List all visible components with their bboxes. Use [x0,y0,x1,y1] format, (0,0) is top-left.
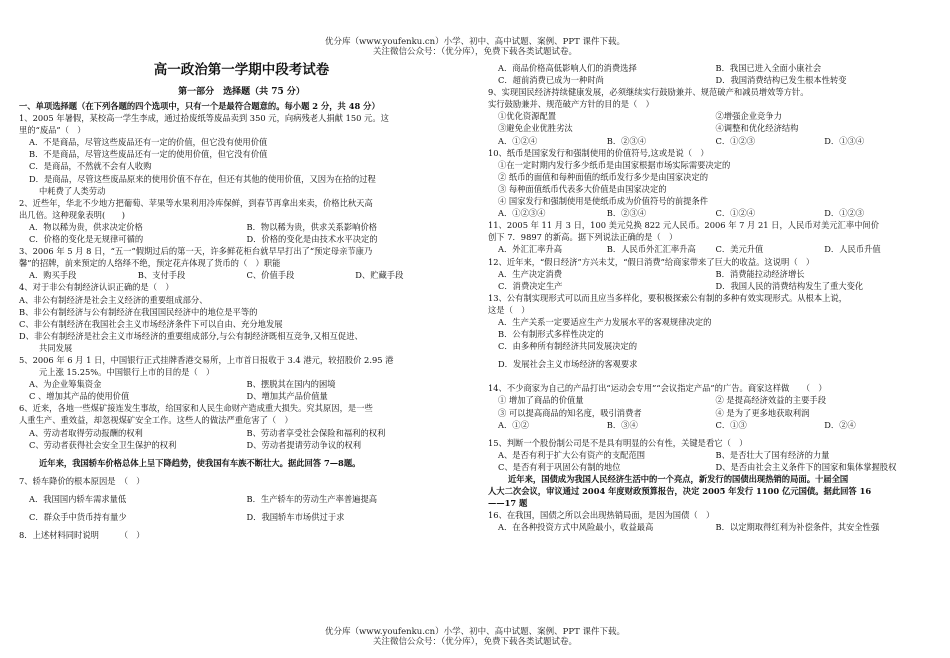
q14-option-c: C．①③ [715,419,747,430]
q1-option-a: A．不是商品，尽管这些废品还有一定的价值，但它没有使用价值 [29,137,268,148]
q7-option-d: D．我国轿车市场供过于求 [246,512,345,522]
q6-option-b: B、劳动者享受社会保险和福利的权利 [246,427,386,438]
q9-statement-3: ③避免企业优胜劣汰 [498,123,573,134]
q7-stem: 7、轿车降价的根本原因是 （ ） [19,475,145,486]
q1-stem-2: 里的“废品”（ ） [19,125,86,136]
q9-options [488,135,933,147]
q16-option-b: B．以定期取得红利为补偿条件，其安全性强 [715,522,880,533]
q5-option-a: A、为企业筹集资金 [29,379,102,390]
q7-option-a: A．我国国内轿车需求量低 [29,493,127,504]
q16-options-ab [488,521,933,533]
q9-stem-1: 9、实现国民经济持续健康发展，必须继续实行鼓励兼并、规范破产和减员增效等方针。 [488,87,809,98]
q13-option-a: A．生产关系一定要适应生产力发展水平的客观规律决定的 [498,316,712,327]
q4-option-c: C、非公有制经济在我国社会主义市场经济条件下可以自由、充分地发展 [19,318,283,329]
q4-option-b: B、非公有制经济与公有制经济在我国国民经济中的地位是平等的 [19,306,258,317]
exam-title: 高一政治第一学期中段考试卷 [153,62,330,78]
q9-statement-2: ②增强企业竞争力 [715,111,782,122]
q1-option-c: C．是商品，不然就不会有人收购 [29,161,152,172]
q12-options-cd [488,280,933,292]
passage-7-8: 近年来，我国轿车价格总体上呈下降趋势，使我国有车族不断壮大。据此回答 7—8题。 [39,457,361,468]
q8-option-d: D．我国消费结构已发生根本性转变 [715,75,847,86]
q7-option-c: C．群众手中货币持有量少 [29,512,127,522]
q9-statement-4: ④调整和优化经济结构 [715,123,799,134]
q7-option-b: B．生产轿车的劳动生产率普遍提高 [246,493,378,504]
q6-stem-1: 6、近来，各地一些煤矿接连发生事故，给国家和人民生命财产造成重大损失。究其原因，是一些 [19,403,373,414]
q5-option-b: B、摆脱其在国内的困境 [246,379,336,390]
q9-option-b: B．②③④ [606,135,647,146]
right-column [488,62,933,533]
q14-statements-34 [488,407,933,419]
q11-option-d: D．人民币升值 [824,244,881,255]
q15-options-ab [488,449,933,461]
q13-option-c: C．由多种所有制经济共同发展决定的 [498,341,638,352]
q9-stem-2: 实行鼓励兼并、规范破产方针的目的是（ ） [488,99,654,110]
q4-stem: 4、对于非公有制经济认识正确的是（ ） [19,282,174,293]
passage-16-17-line-3: ——17 题 [488,498,528,509]
q10-option-b: B．②③④ [606,208,647,219]
q8-options-cd [488,74,933,86]
q10-option-a: A．①②③④ [498,208,546,219]
q12-options-ab [488,268,933,280]
q6-option-c: C、劳动者获得社会安全卫生保护的权利 [29,439,177,450]
q12-stem: 12、近年来，“假日经济”方兴未艾，“假日消费”给商家带来了巨大的收益。这说明（ ） [488,256,815,267]
q10-statement-3: ③ 每种面值纸币代表多大价值是由国家决定的 [498,183,667,194]
q9-statements-12 [488,110,933,122]
page-header [0,37,950,57]
q16-option-a: A．在各种投资方式中风险最小，收益最高 [498,522,654,533]
q14-option-a: A．①② [498,419,529,430]
q14-statement-3: ③ 可以提高商品的知名度，吸引消费者 [498,407,642,418]
q11-options [488,243,933,255]
q3-stem-2: 馨”的招牌，前来预定的人络绎不绝，预定花卉体现了货币的（ ）职能 [19,258,281,269]
q10-statement-2: ② 纸币的面值和每种面值的纸币发行多少是由国家决定的 [498,171,709,182]
q3-option-c: C、价值手段 [246,270,295,281]
q4-option-d-cont: 共同发展 [39,342,73,353]
q14-statements-12 [488,394,933,406]
footer-line-2: 关注微信公众号：（优分库），免费下载各类试题试卷。 [372,637,577,647]
q3-option-b: B、支付手段 [137,270,186,281]
q6-options-ab [19,427,464,439]
q2-option-b: B．物以稀为贵，供求关系影响价格 [246,221,378,232]
q8-option-c: C．超前消费已成为一种时尚 [498,75,604,86]
q8-stem: 8．上述材料同时说明 （ ） [19,530,145,541]
q11-stem-2: 创下 7．9897 的新高。据下列说法正确的是（ ） [488,232,678,243]
q15-option-c: C、是否有利于巩固公有制的地位 [498,461,621,472]
q14-option-b: B．③④ [606,419,638,430]
q11-stem-1: 11、2005 年 11 月 3 日，100 美元兑换 822 元人民币。2006 年 7 月 21 日，人民币对美元汇率中间价 [488,220,880,231]
q14-statement-1: ① 增加了商品的价值量 [498,395,584,406]
q7-options-ab [19,493,464,505]
q1-option-b: B．不是商品，尽管这些废品还有一定的使用价值，但它没有价值 [29,149,268,160]
q6-options-cd [19,439,464,451]
q3-option-a: A．购买手段 [29,270,77,281]
q4-option-a: A、非公有制经济是社会主义经济的重要组成部分、 [19,294,208,305]
q15-option-d: D、是否由社会主义条件下的国家和集体掌握股权 [715,461,897,472]
q14-option-d: D．②④ [824,419,856,430]
q16-stem: 16、在我国，国债之所以会出现热销局面，是因为国债（ ） [488,510,715,521]
q11-option-a: A．外汇汇率升高 [498,244,563,255]
q12-option-b: B．消费能拉动经济增长 [715,268,805,279]
q5-option-d: D、增加其产品价值量 [246,391,328,402]
header-line-1: 优分库（www.youfenku.cn）小学、初中、高中试题、案例、PPT 课件下载。 [325,37,625,47]
q2-options-cd [19,233,464,245]
q10-statement-4: ④ 国家发行和强制使用是使纸币成为价值符号的前提条件 [498,196,709,207]
q2-option-d: D．价格的变化是由技术水平决定的 [246,234,378,245]
q13-stem-1: 13、公有制实现形式可以而且应当多样化，要积极探索公有制的多种有效实现形式。从根本上说， [488,292,848,303]
q2-stem-1: 2、近些年，华北不少地方把葡萄、苹果等水果利用冷库保鲜，到春节再拿出来卖，价格比秋天高 [19,197,373,208]
q12-option-d: D．我国人民的消费结构发生了重大变化 [715,280,864,291]
q3-options [19,269,464,281]
section-heading: 一、单项选择题（在下列各题的四个选项中，只有一个是最符合题意的。每小题 2 分，共 48 分） [19,101,380,111]
q2-option-c: C．价格的变化是无规律可循的 [29,234,144,245]
q5-stem-2: 元上涨 15.25%。中国银行上市的目的是（ ） [39,367,215,378]
q5-options-cd [19,390,464,402]
q6-stem-2: 人重生产、重效益，却忽视煤矿安全工作。这些人的做法严重危害了（ ） [19,415,293,426]
q9-option-d: D．①③④ [824,135,865,146]
q15-option-b: B、是否壮大了国有经济的力量 [715,449,830,460]
q14-statement-2: ② 是提高经济效益的主要手段 [715,395,826,406]
q4-option-d: D、非公有制经济是社会主义市场经济的重要组成部分,与公有制经济既相互竞争,又相互促进、 [19,330,363,341]
q6-option-a: A、劳动者取得劳动报酬的权利 [29,427,143,438]
q15-options-cd [488,461,933,473]
q10-options [488,207,933,219]
q5-stem-1: 5、2006 年 6 月 1 日，中国银行正式挂牌香港交易所，上市首日报收于 3.4 港元，较招股价 2.95 港 [19,354,394,365]
q1-option-d: D．是商品，尽管这些废品原来的使用价值不存在，但还有其他的使用价值，又因为在拾的过程 [29,173,376,184]
header-line-2: 关注微信公众号：（优分库），免费下载各类试题试卷。 [372,47,577,57]
q1-stem-1: 1、2005 年暑假，某校高一学生李成，通过拾废纸等废品卖到 350 元，向病残老人捐献 150 元。这 [19,113,389,124]
q8-option-a: A．商品价格高低影响人们的消费选择 [498,63,637,73]
q8-option-b: B．我国已进入全面小康社会 [715,63,822,73]
q9-statements-34 [488,122,933,134]
page-footer [0,627,950,647]
q10-statement-1: ①在一定时期内发行多少纸币是由国家根据市场实际需要决定的 [498,159,731,170]
part-heading: 第一部分 选择题（共 75 分） [178,87,305,97]
q6-option-d: D、劳动者提请劳动争议的权利 [246,439,362,450]
q2-options-ab [19,221,464,233]
q14-options [488,419,933,431]
q12-option-c: C．消费决定生产 [498,280,563,291]
q11-option-c: C．美元升值 [715,244,764,255]
q3-option-d: D、贮藏手段 [355,270,404,281]
q15-option-a: A、是否有利于扩大公有资产的支配范围 [498,449,646,460]
q5-options-ab [19,378,464,390]
q9-option-c: C．①②③ [715,135,756,146]
q14-statement-4: ④ 是为了更多地获取利润 [715,407,810,418]
q1-option-d-cont: 中耗费了人类劳动 [39,185,106,196]
passage-16-17-line-1: 近年来，国债成为我国人民经济生活中的一个亮点，新发行的国债出现热销的局面。十届全国 [508,474,849,484]
q15-stem: 15、判断一个股份制公司是不是具有明显的公有性，关键是看它（ ） [488,437,748,448]
q10-stem: 10、纸币是国家发行和强制使用的价值符号,这或是说（ ） [488,147,709,158]
q10-option-d: D．①②③ [824,208,865,219]
q14-stem: 14、不少商家为自己的产品打出“运动会专用”“会议指定产品”的广告。商家这样做 （ ） [488,383,827,394]
q3-stem-1: 3、2006 年 5 月 8 日，“五一”假期过后的第一天，许多鲜花柜台就早早打出了“预定母亲节康乃 [19,246,373,257]
q2-stem-2: 出几倍。这种现象表明( ) [19,209,126,220]
q9-option-a: A．①②④ [498,135,538,146]
q2-option-a: A．物以稀为贵，供求决定价格 [29,221,143,232]
q13-stem-2: 这是（ ） [488,304,530,315]
footer-line-1: 优分库（www.youfenku.cn）小学、初中、高中试题、案例、PPT 课件下载。 [325,627,625,637]
q7-options-cd [19,511,464,523]
q12-option-a: A．生产决定消费 [498,268,563,279]
q8-options-ab [488,62,933,74]
q10-option-c: C．①②④ [715,208,756,219]
passage-16-17-line-2: 人大二次会议，审议通过 2004 年度财政预算报告，决定 2005 年发行 1100 亿元国债。据此回答 16 [488,486,872,497]
q13-option-d: D．发展社会主义市场经济的客观要求 [498,359,638,370]
q11-option-b: B．人民币外汇汇率升高 [606,244,696,255]
q13-option-b: B．公有制形式多样性决定的 [498,329,604,340]
q9-statement-1: ①优化资源配置 [498,111,557,122]
q5-option-c: C 、增加其产品的使用价值 [29,391,130,402]
left-column [19,60,464,541]
